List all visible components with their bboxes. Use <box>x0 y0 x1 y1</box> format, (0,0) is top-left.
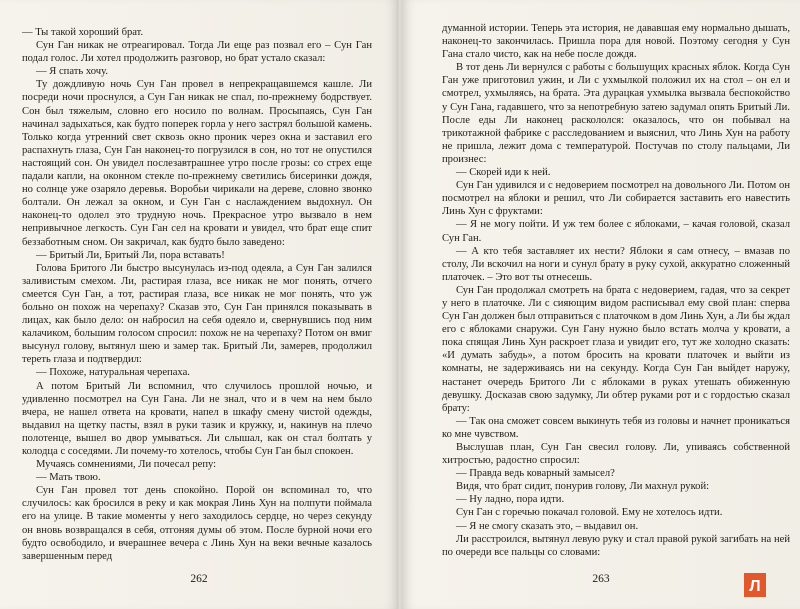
paragraph: — Ну ладно, пора идти. <box>456 494 565 506</box>
paragraph: — Скорей иди к ней. <box>456 167 551 179</box>
paragraph: — Я спать хочу. <box>36 66 108 78</box>
paragraph: — Так она сможет совсем выкинуть тебя из головы и начнет проникаться ко мне чувством. <box>442 415 790 440</box>
paragraph: Сун Ган удивился и с недоверием посмотрел на довольного Ли. Потом он посмотрел на яблоки и решил, что Ли собирается заставить его навестить Линь Хун с фруктами: <box>442 180 790 218</box>
paragraph: Сун Ган продолжал смотреть на брата с недоверием, гадая, что за секрет у него в платочке. Ли с сияющим видом расписывал ему свой план: сперва Сун Ган должен был отправиться с платочком в дом Линь Хун, а Ли бы ждал его с яблоками снаружи. Сун Гану нужно было встать молча у кровати, а пока спящая Линь Хун раскроет глаза и увидит его, тут же холодно сказать: «И думать забудь», а потом бросить на кровати платочек и выйти из комнаты, не задерживаясь ни на секунду. Когда Сун Ган выйдет наружу, настанет очередь Бритого Ли с яблоками в руках утешать обиженную девушку. Досказав свою задумку, Ли обтер руками рот и с гордостью сказал брату: <box>442 284 790 414</box>
paragraph: Мучаясь сомнениями, Ли почесал репу: <box>36 459 217 471</box>
paragraph: Выслушав план, Сун Ган свесил голову. Ли, упиваясь собственной хитростью, радостно спросил: <box>442 442 790 467</box>
left-page <box>0 0 398 609</box>
right-page <box>402 0 800 609</box>
paragraph: — Правда ведь коварный замысел? <box>456 468 615 480</box>
paragraph: — Я не смогу сказать это, – выдавил он. <box>456 520 639 532</box>
paragraph: — Ты такой хороший брат. <box>22 27 144 38</box>
paragraph: — Похоже, натуральная черепаха. <box>36 367 190 379</box>
paragraph: В тот день Ли вернулся с работы с большущих красных яблок. Когда Сун Ган уже приготовил ужин, и Ли с ухмылкой положил их на стол – он ел и смотрел, ухмыляясь, на брата. Эта дурацкая ухмылка вызвала беспокойство у Сун Гана, гадавшего, что за непотребную затею задумал опять Бритый Ли. После еды Ли наконец раскололся: оказалось, что он побывал на трикотажной фабрике с расследованием и выяснил, что Линь Хун на работу не пришла, лежит дома с температурой. Постучав по столу пальцами, Ли произнес: <box>442 62 790 165</box>
right-page-text <box>442 22 790 559</box>
paragraph: Сун Ган провел тот день спокойно. Порой он вспоминал то, что случилось: как бросился в реку и как мокрая Линь Хун на полпути поймала его на улице. В такие моменты у него заходилось сердце, но через секунду он вновь возвращался в себя, отгоняя думы об этом. После бурной ночи его будто освободило, и вчерашнее вечера с Линь Хун на веки вечные казалось завершенным перед <box>22 485 372 562</box>
publisher-logo-letter: Л <box>749 578 761 595</box>
paragraph: Голова Бритого Ли быстро высунулась из-под одеяла, а Сун Ган залился заливистым смехом. Ли, растирая глаза, все никак не мог понять, отчего смеется Сун Ган, а тот, растирая глаза, все никак не мог понять, что уж больно он похож на черепаху? Сказав это, Сун Ган принялся показывать в лицах, как было дело: он набросил на себя одеяло и, свернувшись под ним калачиком, большим голосом спросил: похож не на черепаху? Потом он вмиг высунул голову, вытянул шею и замер так. Бритый Ли, замерев, продолжил тереть глаза и подтвердил: <box>22 262 372 366</box>
publisher-logo-icon <box>744 573 766 597</box>
page-number-left: 262 <box>190 573 208 585</box>
left-page-text <box>22 26 372 563</box>
paragraph: — Бритый Ли, Бритый Ли, пора вставать! <box>36 249 225 261</box>
paragraph: Ту дождливую ночь Сун Ган провел в непрекращавшемся кашле. Ли посреди ночи проснулся, а Сун Ган никак не спал, по-прежнему бодрствует. Сон был тяжелым, словно его носило по волнам. Просыпаясь, Сун Ган начинал задыхаться, как будто поперек горла у него застрял большой камень. Только когда утренний свет сквозь окно проник через окна и заставил его распахнуть глаза, Сун Ган наконец-то погрузился в сон, но тот не опустился настоящий сон. Он увидел послезавтрашнее утро после грозы: со стрех еще падали капли, на оконном стекле по-прежнему светились бисеринки дождя, но солнце уже озаряло деревья. Воробьи чирикали на дереве, словно звонко болтали. Он лежал за окном, и Сун Ган с наслаждением выдохнул. Он наконец-то одолел это трудную ночь. Прекрасное утро вызвало в нем непривычное легкость. Сун Ган сел на кровати и увидел, что брат еще спит беззаботным сном. Он закричал, как будто было заведено: <box>22 79 372 248</box>
page-number-right: 263 <box>592 573 610 585</box>
paragraph: Сун Ган с горечью покачал головой. Ему не хотелось идти. <box>456 507 723 519</box>
paragraph: думанной истории. Теперь эта история, не дававшая ему нормально дышать, наконец-то закончилась. Пришла пора для новой. Поэтому сегодня у Сун Гана стало чисто, как на небе после дождя. <box>442 23 790 61</box>
paragraph: — Я не могу пойти. И уж тем более с яблоками, – качая головой, сказал Сун Ган. <box>442 219 790 244</box>
paragraph: Ли расстроился, вытянул левую руку и стал правой рукой загибать на ней по очереди все пальцы со словами: <box>442 533 790 558</box>
paragraph: А потом Бритый Ли вспомнил, что случилось прошлой ночью, и удивленно посмотрел на Сун Гана. Ли не знал, что и в чем на нем было вчера, не нашел ответа на кровати, напел в шкафу смену чистой одежды, выдавил на щетку пасты, взял в руки тазик и кружку, и, накинув на плечо полотенце, вышел во двор умываться. Ли слышал, как он стал болтать у колодца с соседями. Ли почему-то хотелось, чтобы Сун Ган был спокоен. <box>22 380 372 457</box>
paragraph: — Мать твою. <box>36 472 101 484</box>
paragraph: Сун Ган никак не отреагировал. Тогда Ли еще раз позвал его – Сун Ган подал голос. Ли хотел продолжить разговор, но брат устало сказал: <box>22 40 372 65</box>
paragraph: — А кто тебя заставляет их нести? Яблоки я сам отнесу, – вмазав по столу, Ли вскочил на ноги и сунул брату в руку сухой, аккуратно сложенный платочек. – Это вот ты отнесешь. <box>442 245 790 283</box>
paragraph: Видя, что брат сидит, понурив голову, Ли махнул рукой: <box>456 481 710 493</box>
